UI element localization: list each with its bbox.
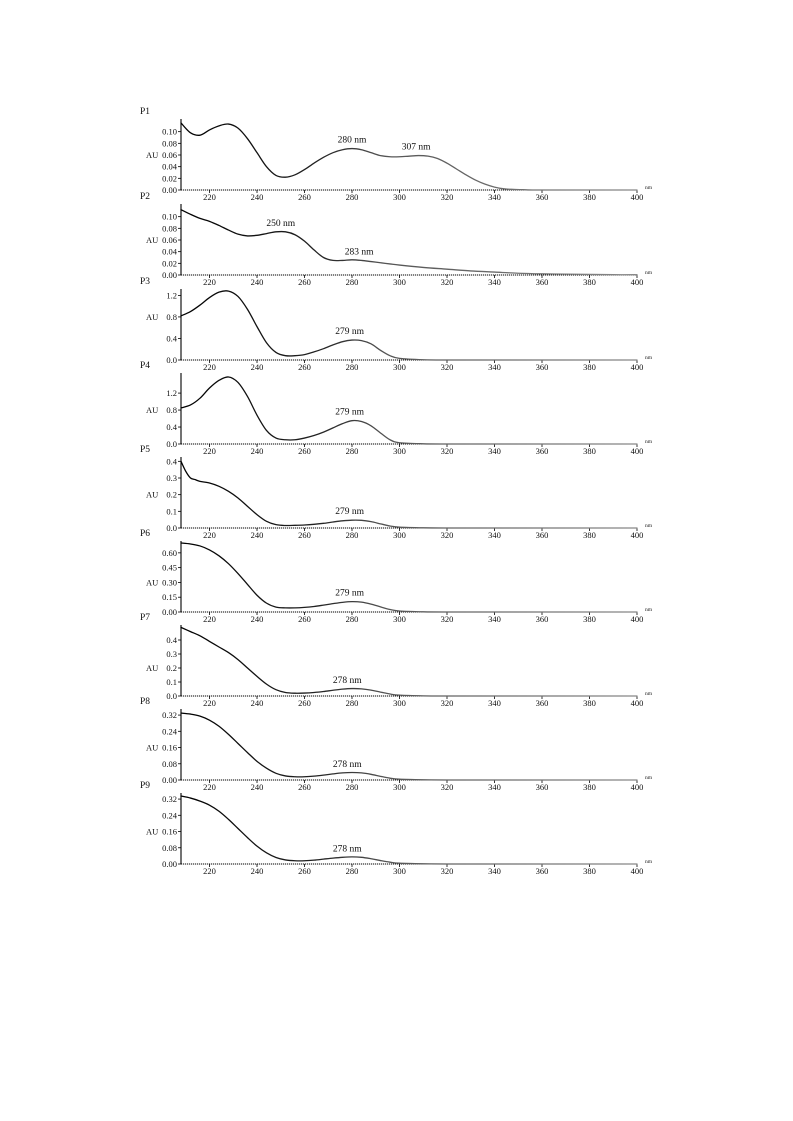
peak-annotation: 307 nm xyxy=(401,142,431,153)
x-tick-label: 360 xyxy=(535,446,549,456)
x-tick-label: 340 xyxy=(488,530,501,540)
x-tick-label: 380 xyxy=(583,446,596,456)
x-tick-label: 220 xyxy=(203,782,216,792)
spectrum-panel-p5 xyxy=(140,445,653,540)
peak-annotation: 279 nm xyxy=(335,507,365,518)
y-tick-label: 0.4 xyxy=(166,456,177,467)
y-tick-label: 1.2 xyxy=(166,388,177,399)
y-tick-label: 0.4 xyxy=(166,635,177,645)
y-tick-label: 0.10 xyxy=(162,211,177,222)
y-tick-label: 0.32 xyxy=(162,710,177,721)
x-tick-label: 300 xyxy=(393,446,406,456)
y-tick-label: 0.00 xyxy=(162,607,177,617)
y-tick-label: 0.10 xyxy=(162,126,177,137)
y-axis-label: AU xyxy=(146,577,159,588)
y-axis-label: AU xyxy=(146,235,159,245)
x-tick-label: 240 xyxy=(250,614,264,624)
spectrum-panel-p9 xyxy=(140,781,653,876)
x-tick-label: 320 xyxy=(440,362,454,372)
x-tick-label: 300 xyxy=(393,362,406,372)
x-tick-label: 300 xyxy=(393,782,406,792)
x-tick-label: 220 xyxy=(203,698,216,708)
x-tick-label: 400 xyxy=(630,277,644,287)
x-tick-label: 240 xyxy=(250,782,264,792)
x-tick-label: 300 xyxy=(393,277,406,287)
y-axis-label: AU xyxy=(146,826,159,837)
x-tick-label: 380 xyxy=(583,277,596,287)
x-tick-label: 280 xyxy=(345,277,359,287)
x-tick-label: 340 xyxy=(488,698,501,708)
x-tick-label: 280 xyxy=(345,446,359,456)
x-tick-label: 280 xyxy=(345,782,359,792)
y-tick-label: 0.0 xyxy=(166,523,177,533)
x-tick-label: 220 xyxy=(203,192,216,202)
x-tick-label: 260 xyxy=(298,782,311,792)
x-tick-label: 220 xyxy=(203,530,216,540)
spectrum-panel-p8 xyxy=(140,697,653,792)
x-tick-label: 380 xyxy=(583,782,596,792)
x-tick-label: 220 xyxy=(203,446,216,456)
x-tick-label: 340 xyxy=(488,446,501,456)
x-tick-label: 280 xyxy=(345,192,359,202)
panel-label: P6 xyxy=(140,529,151,539)
x-tick-label: 400 xyxy=(630,362,644,372)
y-tick-label: 0.1 xyxy=(166,677,177,687)
spectrum-line xyxy=(181,123,637,190)
y-tick-label: 0.2 xyxy=(166,663,177,673)
x-tick-label: 360 xyxy=(535,530,549,540)
x-tick-label: 240 xyxy=(250,277,264,287)
x-unit-label: nm xyxy=(645,859,653,865)
x-tick-label: 400 xyxy=(630,446,644,456)
x-tick-label: 300 xyxy=(393,614,406,624)
x-tick-label: 380 xyxy=(583,866,596,876)
x-tick-label: 260 xyxy=(298,277,311,287)
y-tick-label: 0.24 xyxy=(162,810,177,821)
x-tick-label: 260 xyxy=(298,866,311,876)
panel-label: P2 xyxy=(140,192,151,202)
spectrum-line xyxy=(181,377,637,444)
x-tick-label: 360 xyxy=(535,192,549,202)
y-tick-label: 0.02 xyxy=(162,173,177,184)
x-tick-label: 320 xyxy=(440,446,454,456)
x-tick-label: 260 xyxy=(298,530,311,540)
x-unit-label: nm xyxy=(645,523,653,529)
panel-label: P7 xyxy=(140,613,151,623)
x-unit-label: nm xyxy=(645,270,653,276)
x-tick-label: 360 xyxy=(535,362,549,372)
y-tick-label: 0.32 xyxy=(162,794,177,805)
peak-annotation: 279 nm xyxy=(335,407,365,418)
y-tick-label: 0.8 xyxy=(166,405,177,416)
peak-annotation: 278 nm xyxy=(332,759,362,770)
x-tick-label: 260 xyxy=(298,362,311,372)
peak-annotation: 279 nm xyxy=(335,588,365,599)
spectrum-line xyxy=(181,210,637,275)
y-axis-label: AU xyxy=(146,405,159,416)
x-tick-label: 380 xyxy=(583,362,596,372)
peak-annotation: 279 nm xyxy=(335,327,365,338)
y-tick-label: 0.0 xyxy=(166,439,177,449)
x-tick-label: 360 xyxy=(535,614,549,624)
y-tick-label: 0.24 xyxy=(162,726,177,737)
y-tick-label: 0.15 xyxy=(162,592,177,603)
x-tick-label: 280 xyxy=(345,698,359,708)
x-unit-label: nm xyxy=(645,185,653,191)
y-tick-label: 0.60 xyxy=(162,547,177,558)
x-tick-label: 300 xyxy=(393,866,406,876)
peak-annotation: 278 nm xyxy=(332,844,362,855)
spectrum-line xyxy=(181,713,637,780)
spectrum-line xyxy=(181,543,637,612)
x-tick-label: 300 xyxy=(393,192,406,202)
x-tick-label: 340 xyxy=(488,866,501,876)
y-tick-label: 0.08 xyxy=(162,842,177,853)
y-tick-label: 0.2 xyxy=(166,489,177,500)
panel-label: P4 xyxy=(140,361,151,371)
x-tick-label: 240 xyxy=(250,446,264,456)
x-tick-label: 360 xyxy=(535,866,549,876)
spectrum-panel-p7 xyxy=(140,613,653,708)
y-tick-label: 0.4 xyxy=(166,422,177,433)
x-tick-label: 320 xyxy=(440,530,454,540)
x-tick-label: 380 xyxy=(583,192,596,202)
y-tick-label: 0.4 xyxy=(166,333,177,344)
y-tick-label: 0.3 xyxy=(166,649,177,659)
x-tick-label: 340 xyxy=(488,277,501,287)
x-tick-label: 280 xyxy=(345,866,359,876)
spectrum-panel-p4 xyxy=(140,361,653,456)
x-tick-label: 380 xyxy=(583,698,596,708)
x-tick-label: 320 xyxy=(440,782,454,792)
x-tick-label: 260 xyxy=(298,192,311,202)
panel-label: P9 xyxy=(140,781,151,791)
x-tick-label: 360 xyxy=(535,698,549,708)
y-tick-label: 0.16 xyxy=(162,826,177,837)
peak-annotation: 278 nm xyxy=(332,676,362,687)
x-tick-label: 340 xyxy=(488,192,501,202)
x-tick-label: 400 xyxy=(630,530,644,540)
x-tick-label: 400 xyxy=(630,698,644,708)
x-unit-label: nm xyxy=(645,691,653,697)
y-tick-label: 0.45 xyxy=(162,562,177,573)
spectrum-line xyxy=(181,627,637,696)
panel-label: P5 xyxy=(140,445,151,455)
spectrum-panel-p3 xyxy=(140,277,653,372)
spectrum-line xyxy=(181,291,637,360)
spectrum-line xyxy=(181,461,637,528)
y-tick-label: 0.0 xyxy=(166,355,177,365)
x-tick-label: 240 xyxy=(250,192,264,202)
spectrum-panel-p6 xyxy=(140,529,653,624)
y-axis-label: AU xyxy=(146,742,159,753)
y-tick-label: 0.3 xyxy=(166,473,177,483)
spectrum-line xyxy=(181,796,637,864)
x-tick-label: 240 xyxy=(250,530,264,540)
x-tick-label: 400 xyxy=(630,782,644,792)
x-tick-label: 320 xyxy=(440,192,454,202)
y-tick-label: 0.00 xyxy=(162,775,177,785)
x-tick-label: 340 xyxy=(488,362,501,372)
peak-annotation: 280 nm xyxy=(337,135,367,146)
x-tick-label: 380 xyxy=(583,614,596,624)
x-tick-label: 320 xyxy=(440,866,454,876)
x-tick-label: 320 xyxy=(440,614,454,624)
panel-label: P1 xyxy=(140,107,151,117)
x-tick-label: 240 xyxy=(250,362,264,372)
y-tick-label: 0.08 xyxy=(162,138,177,149)
x-unit-label: nm xyxy=(645,775,653,781)
x-tick-label: 260 xyxy=(298,446,311,456)
x-tick-label: 300 xyxy=(393,698,406,708)
x-tick-label: 240 xyxy=(250,698,264,708)
x-tick-label: 280 xyxy=(345,614,359,624)
spectrum-panel-p2 xyxy=(140,192,653,287)
y-tick-label: 1.2 xyxy=(166,290,177,301)
y-axis-label: AU xyxy=(146,311,159,322)
x-tick-label: 340 xyxy=(488,782,501,792)
x-tick-label: 220 xyxy=(203,362,216,372)
x-tick-label: 220 xyxy=(203,866,216,876)
x-tick-label: 340 xyxy=(488,614,501,624)
panel-label: P3 xyxy=(140,277,151,287)
peak-annotation: 250 nm xyxy=(266,218,296,229)
x-tick-label: 220 xyxy=(203,614,216,624)
x-tick-label: 300 xyxy=(393,530,406,540)
x-unit-label: nm xyxy=(645,607,653,613)
x-tick-label: 260 xyxy=(298,614,311,624)
x-unit-label: nm xyxy=(645,439,653,445)
y-tick-label: 0.04 xyxy=(162,246,177,257)
y-tick-label: 0.06 xyxy=(162,150,177,160)
x-tick-label: 400 xyxy=(630,192,644,202)
y-tick-label: 0.00 xyxy=(162,859,177,869)
x-tick-label: 280 xyxy=(345,362,359,372)
y-axis-label: AU xyxy=(146,489,159,500)
y-tick-label: 0.1 xyxy=(166,506,177,517)
y-tick-label: 0.06 xyxy=(162,235,177,245)
y-axis-label: AU xyxy=(146,663,159,673)
y-tick-label: 0.0 xyxy=(166,691,177,701)
x-tick-label: 360 xyxy=(535,782,549,792)
x-tick-label: 280 xyxy=(345,530,359,540)
y-tick-label: 0.02 xyxy=(162,258,177,269)
y-tick-label: 0.00 xyxy=(162,185,177,195)
y-tick-label: 0.04 xyxy=(162,161,177,172)
x-tick-label: 220 xyxy=(203,277,216,287)
x-tick-label: 400 xyxy=(630,614,644,624)
peak-annotation: 283 nm xyxy=(344,247,374,258)
panel-label: P8 xyxy=(140,697,151,707)
x-tick-label: 320 xyxy=(440,277,454,287)
x-unit-label: nm xyxy=(645,355,653,361)
x-tick-label: 380 xyxy=(583,530,596,540)
y-tick-label: 0.16 xyxy=(162,742,177,753)
y-tick-label: 0.00 xyxy=(162,270,177,280)
x-tick-label: 240 xyxy=(250,866,264,876)
y-tick-label: 0.30 xyxy=(162,577,177,588)
y-tick-label: 0.08 xyxy=(162,223,177,234)
x-tick-label: 320 xyxy=(440,698,454,708)
x-tick-label: 400 xyxy=(630,866,644,876)
x-tick-label: 260 xyxy=(298,698,311,708)
y-tick-label: 0.08 xyxy=(162,758,177,769)
y-tick-label: 0.8 xyxy=(166,311,177,322)
x-tick-label: 360 xyxy=(535,277,549,287)
spectrum-panel-p1 xyxy=(140,107,653,202)
y-axis-label: AU xyxy=(146,150,159,160)
